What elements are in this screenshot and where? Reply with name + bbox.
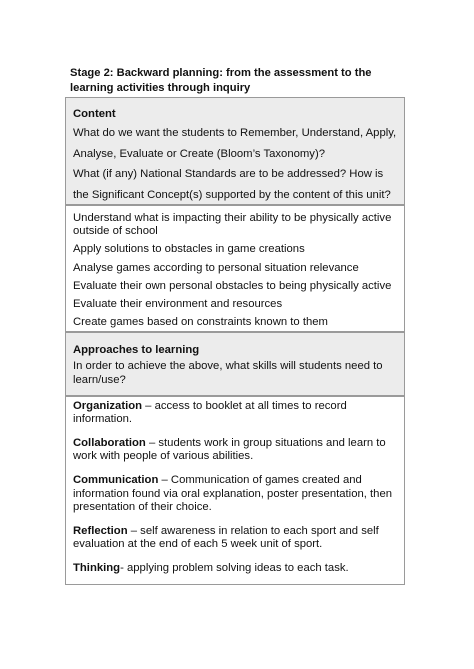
skill-description: – access to booklet at all times to record information.	[73, 400, 347, 426]
skill-item	[73, 400, 399, 427]
content-header-box	[65, 97, 405, 205]
skill-name: Collaboration	[73, 437, 146, 450]
content-items-list	[73, 212, 403, 335]
content-item: Analyse games according to personal situation relevance	[73, 261, 359, 274]
skills-box	[65, 396, 405, 585]
skill-description: – self awareness in relation to each sport and self evaluation at the end of each 5 week unit of sport.	[73, 524, 379, 551]
skill-name: Thinking	[73, 562, 121, 575]
skill-name: Organization	[73, 400, 143, 412]
approaches-heading: Approaches to learning	[73, 344, 200, 356]
skill-description: - applying problem solving ideas to each task.	[120, 562, 349, 575]
skill-name: Communication	[73, 474, 159, 487]
skills-list	[73, 400, 399, 586]
content-items-box	[65, 205, 405, 332]
content-item: Evaluate their environment and resources	[73, 298, 283, 311]
skill-item	[73, 562, 399, 575]
skill-name: Reflection	[73, 524, 128, 537]
content-question-blooms: What do we want the students to Remember, Understand, Apply, Analyse, Evaluate or Create (Bloom’s Taxonomy)?	[73, 127, 397, 160]
content-item: Understand what is impacting their ability to be physically active outside of school	[73, 212, 392, 237]
page-title: Stage 2: Backward planning: from the assessment to the learning activities through inquiry	[70, 67, 372, 94]
content-item: Evaluate their own personal obstacles to being physically active	[73, 279, 392, 292]
content-question-standards: What (if any) National Standards are to be addressed? How is the Significant Concept(s) supported by the content of this unit?	[73, 168, 391, 201]
content-item: Create games based on constraints known to them	[73, 316, 328, 329]
content-heading: Content	[73, 108, 116, 120]
content-item: Apply solutions to obstacles in game creations	[73, 243, 305, 256]
skill-item	[73, 437, 399, 464]
approaches-header-box	[65, 332, 405, 396]
skill-item	[73, 525, 399, 552]
skill-description: – students work in group situations and learn to work with people of various abilities.	[73, 437, 386, 463]
skill-item	[73, 474, 399, 514]
skill-description: – Communication of games created and information found via oral explanation, poster presentation, then presentation of their choice.	[73, 474, 393, 513]
approaches-prompt: In order to achieve the above, what skills will students need to learn/use?	[73, 360, 383, 386]
